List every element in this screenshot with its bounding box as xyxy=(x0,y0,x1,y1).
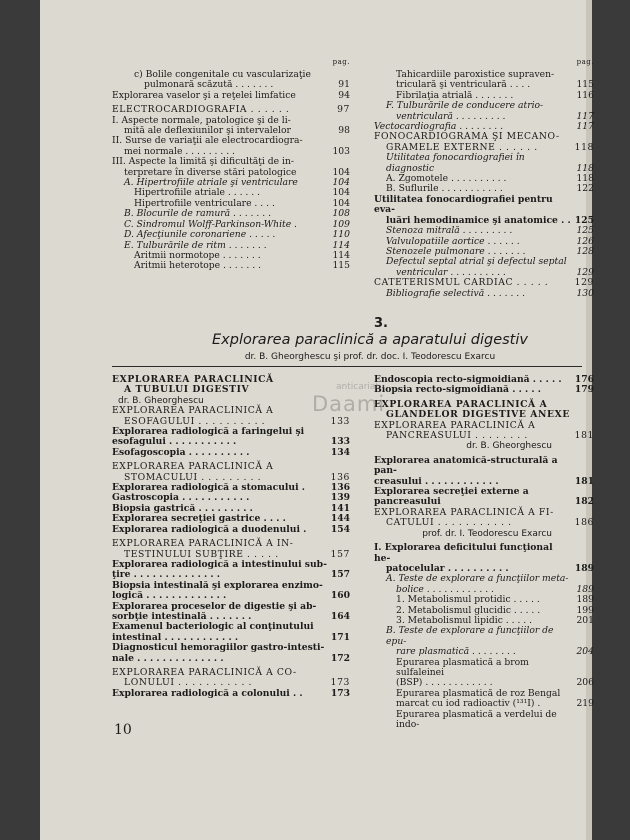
toc-entry-page: 176 xyxy=(574,374,594,385)
toc-entry-page: 108 xyxy=(332,208,350,220)
toc-entry-text: F. Tulburările de conducere atrio- xyxy=(386,100,544,112)
toc-entry xyxy=(374,441,594,451)
toc-entry xyxy=(112,261,350,271)
toc-entry xyxy=(112,448,350,458)
toc-entry-text: nale . . . . . . . . . . . . . . xyxy=(112,652,224,664)
toc-entry-text: terpretare în diverse stări patologice xyxy=(124,166,297,178)
toc-entry-text: Bibliografie selectivă . . . . . . . xyxy=(386,287,526,299)
toc-entry-text: Explorarea radiologică a faringelui şi xyxy=(112,426,305,438)
toc-entry-page: 115 xyxy=(332,260,350,272)
toc-entry-text: Utilitatea fonocardiografiei în diagnostic xyxy=(386,152,528,174)
toc-entry-text: Explorarea secreţiei externe a pancreasului xyxy=(374,486,532,508)
toc-entry-page: 129 xyxy=(574,277,594,289)
toc-entry xyxy=(374,487,594,508)
toc-entry-page: 110 xyxy=(332,229,350,241)
toc-entry-text: patocelular . . . . . . . . . . xyxy=(386,562,509,574)
toc-entry-page: 118 xyxy=(576,173,594,185)
toc-entry xyxy=(374,529,594,539)
toc-entry-page: 125 xyxy=(576,225,594,237)
toc-entry-text: B. Blocurile de ramură . . . . . . . xyxy=(124,208,271,220)
toc-entry-text: C. Sindromul Wolff-Parkinson-White . xyxy=(124,218,297,230)
toc-entry-page: 189 xyxy=(576,594,594,606)
toc-entry-text: Explorarea proceselor de digestie şi ab- xyxy=(112,600,317,612)
toc-entry-text: Fibrilaţia atrială . . . . . . . xyxy=(396,89,514,101)
toc-entry-page: 97 xyxy=(337,104,350,116)
toc-entry-page: 126 xyxy=(576,235,594,247)
toc-entry-page: 182 xyxy=(574,496,594,508)
toc-entry-text: 1. Metabolismul protidic . . . . . xyxy=(396,594,540,606)
toc-entry-page: 144 xyxy=(330,513,350,525)
toc-entry-text: EXPLORAREA PARACLINICĂ A FI- xyxy=(374,506,554,518)
toc-entry-text: EXPLORAREA PARACLINICĂ A xyxy=(112,461,274,473)
toc-entry-page: 139 xyxy=(330,492,350,504)
toc-entry-page: 157 xyxy=(330,569,350,581)
toc-entry-page: 206 xyxy=(576,677,594,689)
toc-entry-page: 129 xyxy=(576,266,594,278)
watermark-big-text: Daami xyxy=(312,392,386,416)
toc-entry-text: mită ale deflexiunilor şi intervalelor xyxy=(124,125,291,137)
toc-entry-text: Explorarea radiologică a intestinului sub- xyxy=(112,558,327,570)
toc-entry xyxy=(374,518,594,528)
toc-entry-page: 173 xyxy=(330,677,350,689)
toc-entry-page: 134 xyxy=(330,446,350,458)
toc-entry-page: 181 xyxy=(574,475,594,487)
toc-entry-text: Epurarea plasmatică a brom sulfaleinei xyxy=(396,656,532,678)
toc-entry-page: 117 xyxy=(576,121,594,133)
section-authors: dr. B. Gheorghescu şi prof. dr. doc. I. Teodorescu Exarcu xyxy=(244,352,496,362)
book-page xyxy=(40,0,592,840)
toc-entry-text: LONULUI . . . . . . . . . . . xyxy=(124,677,253,689)
toc-entry-text: A. Hipertrofiile atriale şi ventriculare xyxy=(124,177,298,189)
toc-entry-text: II. Surse de variaţii ale electrocardiogra- xyxy=(112,135,303,147)
toc-entry-text: EXPLORAREA PARACLINICĂ xyxy=(112,374,274,385)
toc-entry-text: rare plasmatică . . . . . . . . xyxy=(396,646,516,658)
toc-entry-text: Diagnosticul hemoragiilor gastro-intesti- xyxy=(112,642,325,654)
toc-entry-text: sorbţie intestinală . . . . . . . xyxy=(112,610,252,622)
toc-entry-text: marcat cu iod radioactiv (¹³¹I) . xyxy=(396,698,541,710)
toc-entry-text: B. Teste de explorare a funcţiilor de epu- xyxy=(386,625,557,647)
toc-entry-page: 199 xyxy=(576,604,594,616)
toc-entry-text: prof. dr. I. Teodorescu Exarcu xyxy=(422,528,552,539)
toc-entry-text: mei normale . . . . . . . . . xyxy=(124,145,235,157)
toc-entry-text: dr. B. Gheorghescu xyxy=(466,441,552,452)
toc-entry-page: 157 xyxy=(330,548,350,560)
toc-entry-text: Aritmii normotope . . . . . . . xyxy=(134,249,261,261)
toc-entry xyxy=(112,643,350,653)
toc-entry xyxy=(112,91,350,101)
toc-entry-text: Defectul septal atrial şi defectul septal xyxy=(386,256,567,268)
watermark-small-text: anticariat xyxy=(336,382,379,392)
toc-entry-text: Valvulopatiile aortice . . . . . . xyxy=(386,235,520,247)
page-number: 10 xyxy=(114,722,132,738)
toc-entry-page: 118 xyxy=(574,141,594,153)
toc-entry-page: 172 xyxy=(330,652,350,664)
toc-entry-page: 186 xyxy=(574,517,594,529)
toc-entry-text: esofagului . . . . . . . . . . . xyxy=(112,436,237,448)
toc-entry-text: Utilitatea fonocardiografiei pentru eva- xyxy=(374,193,556,216)
toc-entry xyxy=(112,654,350,664)
toc-entry-text: Explorarea radiologică a duodenului . xyxy=(112,523,307,535)
toc-entry-page: 160 xyxy=(330,590,350,602)
toc-entry-text: bolice . . . . . . . . . . . . xyxy=(396,583,494,595)
toc-entry-page: 117 xyxy=(576,110,594,122)
toc-entry-page: 179 xyxy=(574,384,594,396)
toc-entry-text: PANCREASULUI . . . . . . . . xyxy=(386,430,528,442)
toc-entry-page: 94 xyxy=(338,89,350,101)
toc-entry-text: dr. B. Gheorghescu xyxy=(118,395,204,406)
toc-entry xyxy=(374,289,594,299)
toc-entry-text: Hipertrofiile ventriculare . . . . xyxy=(134,197,275,209)
toc-entry-page: 115 xyxy=(576,79,594,91)
toc-entry-text: EXPLORAREA PARACLINICĂ A xyxy=(374,398,548,410)
toc-entry-page: 103 xyxy=(332,145,350,157)
toc-entry-page: 219 xyxy=(576,698,594,710)
toc-entry-text: ventricular . . . . . . . . . . xyxy=(396,266,506,278)
toc-entry-page: 133 xyxy=(330,415,350,427)
toc-entry-page: 136 xyxy=(330,482,350,494)
toc-entry-page: 133 xyxy=(330,436,350,448)
toc-entry xyxy=(374,226,594,236)
toc-entry-text: EXPLORAREA PARACLINICĂ A xyxy=(374,419,536,431)
toc-entry-text: intestinal . . . . . . . . . . . . xyxy=(112,631,239,643)
toc-entry xyxy=(374,658,594,679)
toc-entry-text: Vectocardiografia . . . . . . . . xyxy=(374,121,504,133)
toc-entry xyxy=(112,230,350,240)
toc-entry-page: 114 xyxy=(332,249,350,261)
toc-entry-page: 181 xyxy=(574,430,594,442)
toc-bottom-right-column xyxy=(374,375,594,730)
toc-entry xyxy=(374,431,594,441)
toc-entry xyxy=(374,195,594,216)
pag-header-right: pag. xyxy=(576,58,594,66)
toc-entry-text: E. Tulburările de ritm . . . . . . . xyxy=(124,239,267,251)
toc-entry-text: Stenoza mitrală . . . . . . . . . xyxy=(386,225,513,237)
pag-header-left: pag. xyxy=(332,58,350,66)
toc-entry-page: 104 xyxy=(332,166,350,178)
toc-entry-page: 104 xyxy=(332,177,350,189)
toc-entry-page: 104 xyxy=(332,187,350,199)
toc-entry-page: 98 xyxy=(338,125,350,137)
toc-entry-page: 109 xyxy=(332,218,350,230)
toc-entry-text: logică . . . . . . . . . . . . . xyxy=(112,590,227,602)
toc-entry-text: EXPLORAREA PARACLINICĂ A CO- xyxy=(112,666,297,678)
toc-entry-text: Explorarea vaselor şi a reţelei limfatice xyxy=(112,89,296,101)
toc-entry-text: A. Zgomotele . . . . . . . . . . xyxy=(386,173,507,185)
toc-entry-page: 189 xyxy=(574,562,594,574)
toc-entry xyxy=(374,626,594,647)
toc-entry-text: ELECTROCARDIOGRAFIA . . . . . . xyxy=(112,104,290,116)
toc-entry-text: Explorarea anatomică-structurală a pan- xyxy=(374,454,561,477)
toc-entry-text: Esofagoscopia . . . . . . . . . . xyxy=(112,446,250,458)
toc-entry-text: GLANDELOR DIGESTIVE ANEXE xyxy=(386,409,570,421)
toc-entry-text: Tahicardiile paroxistice supraven- xyxy=(396,69,555,80)
toc-entry-page: 173 xyxy=(330,687,350,699)
toc-entry-text: EXPLORAREA PARACLINICĂ A xyxy=(112,405,274,417)
toc-entry-text: Hipertrofiile atriale . . . . . . xyxy=(134,187,261,199)
toc-entry-page: 91 xyxy=(338,79,350,91)
toc-entry-text: creasului . . . . . . . . . . . . xyxy=(374,475,499,487)
toc-entry-text: Explorarea radiologică a stomacului . xyxy=(112,482,305,494)
toc-entry-page: 204 xyxy=(576,646,594,658)
toc-entry-text: ventriculară . . . . . . . . . xyxy=(396,110,506,122)
toc-entry-text: FONOCARDIOGRAMA ŞI MECANO- xyxy=(374,131,560,143)
toc-entry-text: GRAMELE EXTERNE . . . . . . xyxy=(386,141,538,153)
toc-entry-page: 116 xyxy=(576,89,594,101)
toc-entry-text: Explorarea secreţiei gastrice . . . . xyxy=(112,513,286,525)
toc-entry-text: STOMACULUI . . . . . . . . . xyxy=(124,471,262,483)
toc-entry-text: Aritmii heterotope . . . . . . . xyxy=(134,260,262,272)
toc-entry-text: luări hemodinamice şi anatomice . . xyxy=(386,214,571,226)
toc-entry-text: A. Teste de explorare a funcţiilor meta- xyxy=(386,573,569,585)
toc-entry-page: 171 xyxy=(330,631,350,643)
toc-entry-text: D. Afecţiunile coronariene . . . . . xyxy=(124,229,276,241)
toc-entry-text: c) Bolile congenitale cu vascularizaţie xyxy=(134,69,311,80)
section-number: 3. xyxy=(374,316,388,331)
toc-entry-page: 128 xyxy=(576,245,594,257)
toc-entry-page: 141 xyxy=(330,502,350,514)
toc-entry-text: ESOFAGULUI . . . . . . . . . . xyxy=(124,415,266,427)
toc-entry-page: 189 xyxy=(576,583,594,595)
section-divider xyxy=(112,366,582,367)
toc-entry-text: Epurarea plasmatică a verdelui de indo- xyxy=(396,708,560,730)
toc-top-left-column xyxy=(112,58,350,272)
section-title: Explorarea paraclinică a aparatului digestiv xyxy=(212,332,528,348)
toc-entry-text: EXPLORAREA PARACLINICĂ A IN- xyxy=(112,538,294,550)
toc-entry-text: TESTINULUI SUBŢIRE . . . . . xyxy=(124,548,279,560)
toc-entry-page: 154 xyxy=(330,523,350,535)
toc-entry-text: Biopsia recto-sigmoidiană . . . . . xyxy=(374,384,541,396)
toc-entry-text: Endoscopia recto-sigmoidiană . . . . . xyxy=(374,374,562,385)
toc-entry-text: triculară şi ventriculară . . . . xyxy=(396,79,531,91)
toc-entry-page: 136 xyxy=(330,471,350,483)
toc-top-right-column xyxy=(374,58,594,299)
toc-entry-text: CATULUI . . . . . . . . . . . xyxy=(386,517,512,529)
toc-entry-text: Epurarea plasmatică de roz Bengal xyxy=(396,687,561,699)
toc-entry-page: 201 xyxy=(576,614,594,626)
toc-entry-page: 104 xyxy=(332,197,350,209)
toc-entry-text: CATETERISMUL CARDIAC . . . . . xyxy=(374,277,549,289)
toc-entry xyxy=(374,647,594,657)
toc-entry-text: B. Suflurile . . . . . . . . . . . xyxy=(386,183,503,195)
toc-entry xyxy=(374,153,594,174)
toc-entry xyxy=(374,543,594,564)
watermark-logo xyxy=(278,378,418,428)
toc-entry xyxy=(112,539,350,549)
toc-entry-text: III. Aspecte la limită şi dificultăţi de in- xyxy=(112,156,294,168)
toc-entry xyxy=(374,278,594,288)
toc-entry-text: Biopsia gastrică . . . . . . . . . xyxy=(112,502,253,514)
toc-entry-text: (BSP) . . . . . . . . . . . . xyxy=(396,677,493,689)
toc-entry-page: 125 xyxy=(574,214,594,226)
toc-entry-text: pulmonară scăzută . . . . . . . xyxy=(144,79,274,91)
toc-entry-text: Examenul bacteriologic al conţinutului xyxy=(112,621,314,633)
toc-entry-text: ţire . . . . . . . . . . . . . . xyxy=(112,569,220,581)
toc-entry-text: A TUBULUI DIGESTIV xyxy=(124,384,250,396)
toc-entry-text: I. Aspecte normale, patologice şi de li- xyxy=(112,114,291,126)
toc-entry-page: 164 xyxy=(330,610,350,622)
toc-entry-page: 122 xyxy=(576,183,594,195)
toc-entry-text: Explorarea radiologică a colonului . . xyxy=(112,687,303,699)
toc-entry xyxy=(112,689,350,699)
toc-entry xyxy=(112,591,350,601)
toc-entry-page: 130 xyxy=(576,287,594,299)
toc-entry xyxy=(374,595,594,605)
toc-entry-page: 114 xyxy=(332,239,350,251)
toc-entry xyxy=(374,456,594,477)
toc-entry-text: Biopsia intestinală şi explorarea enzimo- xyxy=(112,579,323,591)
toc-entry-text: I. Explorarea deficitului funcţional he- xyxy=(374,542,556,564)
toc-entry-page: 118 xyxy=(576,162,594,174)
toc-entry-text: Gastroscopia . . . . . . . . . . . xyxy=(112,492,250,504)
toc-entry xyxy=(374,710,594,731)
toc-entry xyxy=(112,525,350,535)
toc-entry-text: 2. Metabolismul glucidic . . . . . xyxy=(396,604,541,616)
toc-entry-text: 3. Metabolismul lipidic . . . . . xyxy=(396,614,533,626)
toc-entry-text: Stenozele pulmonare . . . . . . . xyxy=(386,245,526,257)
